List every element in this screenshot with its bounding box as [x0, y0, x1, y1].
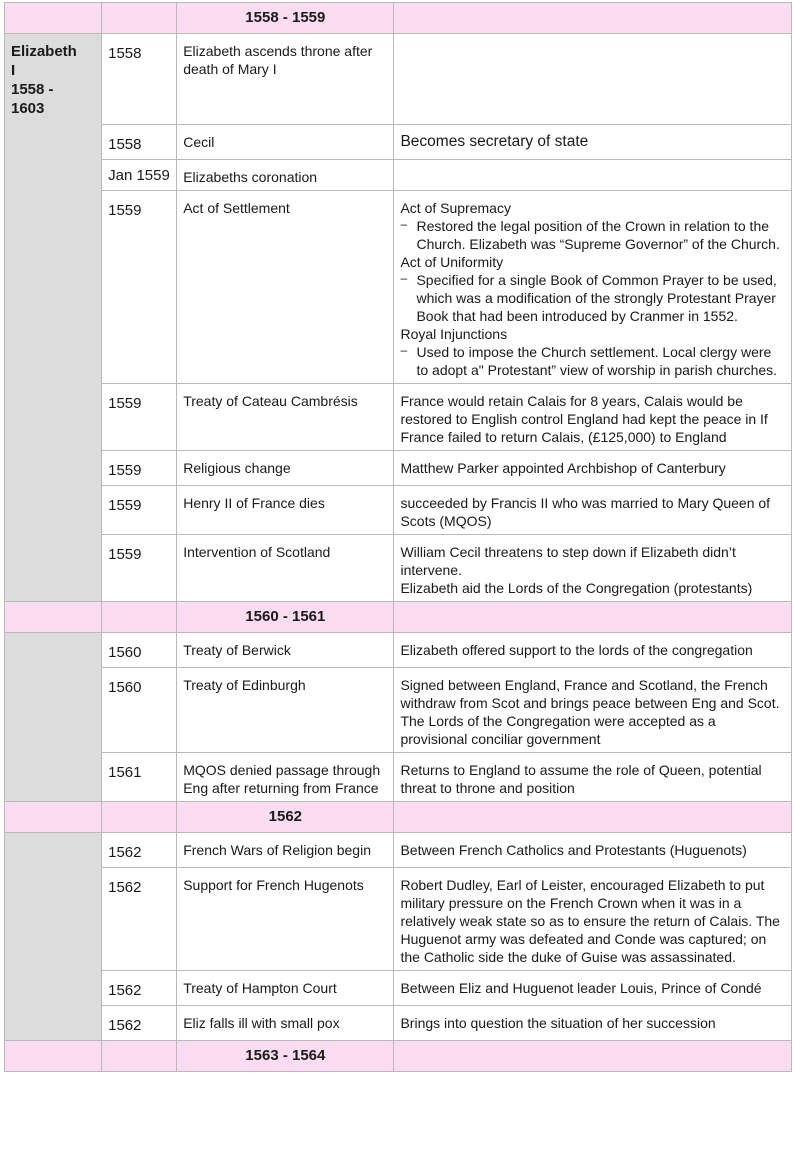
event-cell: Eliz falls ill with small pox	[177, 1006, 394, 1041]
year-cell: 1559	[102, 191, 177, 384]
act-detail: – Specified for a single Book of Common Prayer to be used, which was a modification of the strongly Protestant Prayer Book that had been introduced by Cranmer in 1552.	[400, 271, 785, 325]
monarch-name-numeral: I	[11, 62, 16, 79]
description-cell: Returns to England to assume the role of Queen, potential threat to throne and position	[394, 753, 792, 802]
event-cell: Elizabeth ascends throne after death of Mary I	[177, 34, 394, 125]
description-cell	[394, 191, 792, 384]
event-cell: Treaty of Berwick	[177, 633, 394, 668]
section-blank-cell	[394, 3, 792, 34]
section-title: 1560 - 1561	[177, 602, 394, 633]
year-cell: 1562	[102, 971, 177, 1006]
section-title: 1558 - 1559	[177, 3, 394, 34]
description-line: Elizabeth aid the Lords of the Congregation (protestants)	[400, 580, 753, 596]
year-cell: 1558	[102, 34, 177, 125]
act-heading: Act of Supremacy	[400, 200, 511, 216]
event-cell: Treaty of Cateau Cambrésis	[177, 384, 394, 451]
event-cell: Intervention of Scotland	[177, 535, 394, 602]
act-heading: Act of Uniformity	[400, 254, 504, 270]
monarch-blank-cell	[5, 833, 102, 1041]
table-row	[5, 535, 792, 602]
monarch-reign-end: 1603	[11, 100, 45, 117]
table-row	[5, 34, 792, 125]
table-row	[5, 868, 792, 971]
section-blank-cell	[394, 602, 792, 633]
section-blank-cell	[5, 602, 102, 633]
monarch-cell	[5, 34, 102, 602]
description-cell: Signed between England, France and Scotland, the French withdraw from Scot and brings peace between Eng and Scot. The Lords of the Congregation were accepted as a provisional conciliar government	[394, 668, 792, 753]
year-cell: 1562	[102, 1006, 177, 1041]
description-cell: Elizabeth offered support to the lords of the congregation	[394, 633, 792, 668]
description-line: William Cecil threatens to step down if Elizabeth didn’t intervene.	[400, 544, 736, 578]
table-row	[5, 971, 792, 1006]
event-cell: Elizabeths coronation	[177, 160, 394, 191]
event-cell: Treaty of Edinburgh	[177, 668, 394, 753]
table-row	[5, 668, 792, 753]
section-blank-cell	[102, 802, 177, 833]
table-row	[5, 753, 792, 802]
section-blank-cell	[5, 3, 102, 34]
event-cell: Treaty of Hampton Court	[177, 971, 394, 1006]
section-blank-cell	[5, 1041, 102, 1072]
description-cell: Between French Catholics and Protestants (Huguenots)	[394, 833, 792, 868]
description-cell: France would retain Calais for 8 years, Calais would be restored to English control England had kept the peace in If France failed to return Calais, (£125,000) to England	[394, 384, 792, 451]
section-header-row	[5, 802, 792, 833]
year-cell: 1562	[102, 833, 177, 868]
year-cell: 1560	[102, 668, 177, 753]
section-blank-cell	[102, 1041, 177, 1072]
section-title: 1562	[177, 802, 394, 833]
table-row	[5, 1006, 792, 1041]
timeline-table	[4, 2, 792, 1072]
year-cell: 1560	[102, 633, 177, 668]
year-cell: 1559	[102, 535, 177, 602]
table-row	[5, 384, 792, 451]
year-cell: 1559	[102, 384, 177, 451]
act-heading: Royal Injunctions	[400, 326, 508, 342]
section-title: 1563 - 1564	[177, 1041, 394, 1072]
year-cell: 1558	[102, 125, 177, 160]
year-cell: Jan 1559	[102, 160, 177, 191]
table-row	[5, 125, 792, 160]
year-cell: 1559	[102, 451, 177, 486]
section-blank-cell	[102, 3, 177, 34]
description-cell	[394, 160, 792, 191]
description-cell: Between Eliz and Huguenot leader Louis, Prince of Condé	[394, 971, 792, 1006]
section-header-row	[5, 602, 792, 633]
event-cell: MQOS denied passage through Eng after returning from France	[177, 753, 394, 802]
event-cell: French Wars of Religion begin	[177, 833, 394, 868]
table-row	[5, 160, 792, 191]
section-blank-cell	[394, 1041, 792, 1072]
table-row	[5, 486, 792, 535]
monarch-blank-cell	[5, 633, 102, 802]
description-cell: Robert Dudley, Earl of Leister, encouraged Elizabeth to put military pressure on the French Crown when it was in a relatively weak state so as to ensure the return of Calais. The Huguenot army was defeated and Conde was captured; on the Catholic side the duke of Guise was assassinated.	[394, 868, 792, 971]
section-blank-cell	[102, 602, 177, 633]
table-row	[5, 633, 792, 668]
event-cell: Support for French Hugenots	[177, 868, 394, 971]
section-blank-cell	[5, 802, 102, 833]
description-cell: Becomes secretary of state	[394, 125, 792, 160]
act-detail: – Used to impose the Church settlement. Local clergy were to adopt a" Protestant” view of worship in parish churches.	[400, 343, 785, 379]
year-cell: 1562	[102, 868, 177, 971]
event-cell: Henry II of France dies	[177, 486, 394, 535]
section-header-row	[5, 3, 792, 34]
table-row	[5, 191, 792, 384]
act-detail: – Restored the legal position of the Crown in relation to the Church. Elizabeth was “Supreme Governor” of the Church.	[400, 217, 785, 253]
event-cell: Act of Settlement	[177, 191, 394, 384]
year-cell: 1561	[102, 753, 177, 802]
table-row	[5, 451, 792, 486]
year-cell: 1559	[102, 486, 177, 535]
table-row	[5, 833, 792, 868]
section-header-row	[5, 1041, 792, 1072]
description-cell: Matthew Parker appointed Archbishop of Canterbury	[394, 451, 792, 486]
description-cell: succeeded by Francis II who was married to Mary Queen of Scots (MQOS)	[394, 486, 792, 535]
monarch-reign-start: 1558 -	[11, 81, 54, 98]
event-cell: Cecil	[177, 125, 394, 160]
description-cell	[394, 535, 792, 602]
event-cell: Religious change	[177, 451, 394, 486]
monarch-name: Elizabeth	[11, 43, 77, 60]
description-cell	[394, 34, 792, 125]
section-blank-cell	[394, 802, 792, 833]
description-cell: Brings into question the situation of her succession	[394, 1006, 792, 1041]
